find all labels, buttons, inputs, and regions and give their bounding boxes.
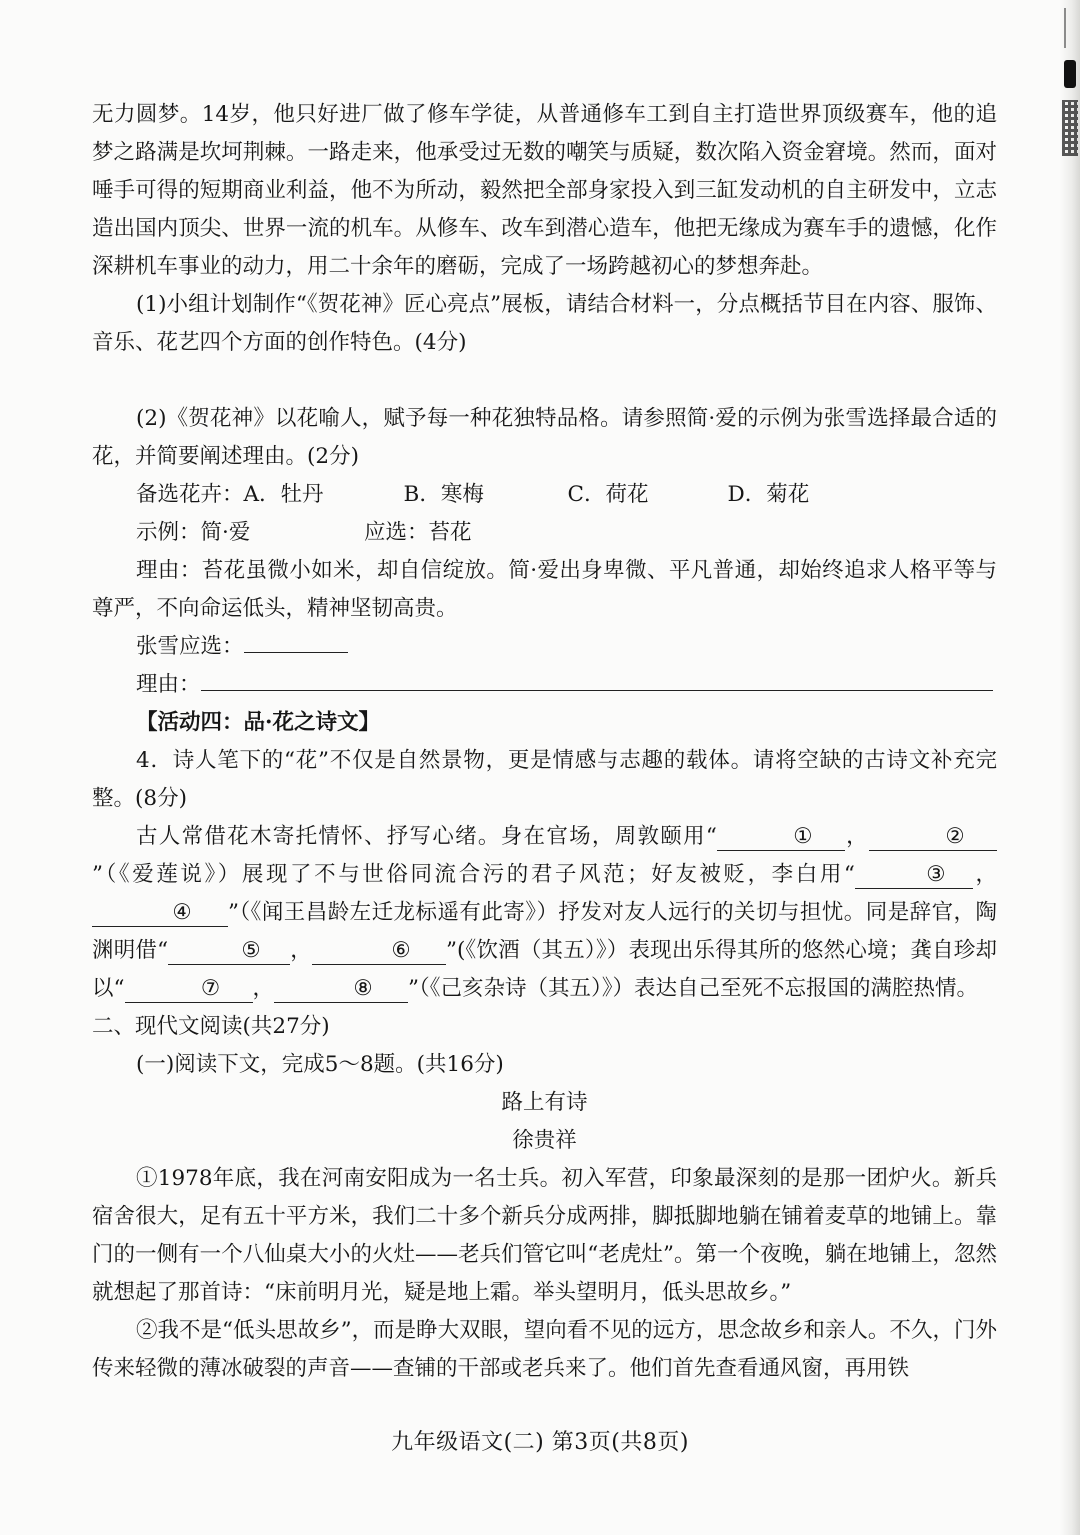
subsection-1-heading: (一)阅读下文，完成5～8题。(共16分) — [136, 1052, 504, 1077]
option-a: A．牡丹 — [243, 482, 324, 507]
section-2-heading: 二、现代文阅读(共27分) — [92, 1014, 330, 1039]
poem-blank-7[interactable]: ⑦ — [125, 976, 253, 1003]
question-2: (2)《贺花神》以花喻人，赋予每一种花独特品格。请参照简·爱的示例为张雪选择最合适的花，并简要阐述理由。(2分) — [92, 406, 997, 469]
binding-block — [1064, 60, 1076, 88]
example-reason: 理由：苔花虽微小如米，却自信绽放。简·爱出身卑微、平凡普通，却始终追求人格平等与尊严，不向命运低头，精神坚韧高贵。 — [92, 558, 997, 621]
options-prefix: 备选花卉： — [136, 482, 244, 507]
zhangxue-label: 张雪应选： — [136, 634, 244, 659]
article-title: 路上有诗 — [501, 1090, 588, 1115]
binding-mark — [1064, 8, 1074, 48]
example-left: 示例：简·爱 — [136, 520, 251, 545]
activity-4-heading: 【活动四：品·花之诗文】 — [136, 710, 380, 735]
poem-blank-5[interactable]: ⑤ — [168, 938, 290, 965]
article-paragraph-2: ②我不是“低头思故乡”，而是睁大双眼，望向看不见的远方，思念故乡和亲人。不久，门外传来轻微的薄冰破裂的声音——查铺的干部或老兵来了。他们首先查看通风窗，再用铁 — [92, 1318, 997, 1381]
answer-space — [92, 362, 997, 400]
article-paragraph-1: ①1978年底，我在河南安阳成为一名士兵。初入军营，印象最深刻的是那一团炉火。新兵宿舍很大，足有五十平方米，我们二十多个新兵分成两排，脚抵脚地躺在铺着麦草的地铺上。靠门的一侧有一个八仙桌大小的火灶——老兵们管它叫“老虎灶”。第一个夜晚，躺在地铺上，忽然就想起了那首诗：“床前明月光，疑是地上霜。举头望明月，低头思故乡。” — [92, 1166, 997, 1305]
poem-fill-paragraph: 古人常借花木寄托情怀、抒写心绪。身在官场，周敦颐用“ ① ， ②”（《爱莲说》）展现了不与世俗同流合污的君子风范；好友被贬，李白用“ ③ ，④ ”（《闻王昌龄左迁龙标遥有此寄》）抒发对友人远行的关切与担忧。同是辞官，陶渊明借“ ⑤ ， ⑥ ”(《饮酒（其五）》）表现出乐得其所的悠然心境；龚自珍却以“ ⑦ ， ⑧ ”（《己亥杂诗（其五）》）表达自己至死不忘报国的满腔热情。 — [92, 824, 997, 1001]
option-c: C．荷花 — [567, 482, 649, 507]
reason-row — [92, 666, 997, 704]
reason-answer-blank[interactable] — [201, 690, 993, 691]
example-row — [92, 514, 997, 552]
question-1: (1)小组计划制作“《贺花神》匠心亮点”展板，请结合材料一，分点概括节目在内容、服饰、音乐、花艺四个方面的创作特色。(4分) — [92, 292, 997, 355]
binding-edge — [1060, 0, 1080, 1535]
poem-blank-4[interactable]: ④ — [92, 900, 228, 927]
qr-code-icon — [1062, 100, 1078, 156]
passage-paragraph: 无力圆梦。14岁，他只好进厂做了修车学徒，从普通修车工到自主打造世界顶级赛车，他的追梦之路满是坎坷荆棘。一路走来，他承受过无数的嘲笑与质疑，数次陷入资金窘境。然而，面对唾手可得的短期商业利益，他不为所动，毅然把全部身家投入到三缸发动机的自主研发中，立志造出国内顶尖、世界一流的机车。从修车、改车到潜心造车，他把无缘成为赛车手的遗憾，化作深耕机车事业的动力，用二十余年的磨砺，完成了一场跨越初心的梦想奔赴。 — [92, 102, 997, 279]
article-author: 徐贵祥 — [512, 1128, 577, 1153]
reason-label: 理由： — [136, 672, 201, 697]
poem-blank-6[interactable]: ⑥ — [312, 938, 446, 965]
page-footer: 九年级语文(二) 第3页(共8页) — [391, 1430, 689, 1455]
flower-options — [92, 476, 997, 514]
option-d: D．菊花 — [727, 482, 810, 507]
option-b: B．寒梅 — [403, 482, 484, 507]
poem-blank-1[interactable]: ① — [717, 824, 845, 851]
page-content — [92, 96, 997, 1388]
poem-blank-2[interactable]: ② — [869, 824, 997, 851]
poem-blank-8[interactable]: ⑧ — [274, 976, 408, 1003]
poem-blank-3[interactable]: ③ — [855, 862, 973, 889]
question-4: 4．诗人笔下的“花”不仅是自然景物，更是情感与志趣的载体。请将空缺的古诗文补充完整。(8分) — [92, 748, 997, 811]
zhangxue-answer-blank[interactable] — [244, 652, 348, 653]
example-right: 应选：苔花 — [364, 520, 472, 545]
zhangxue-choice-row — [92, 628, 997, 666]
